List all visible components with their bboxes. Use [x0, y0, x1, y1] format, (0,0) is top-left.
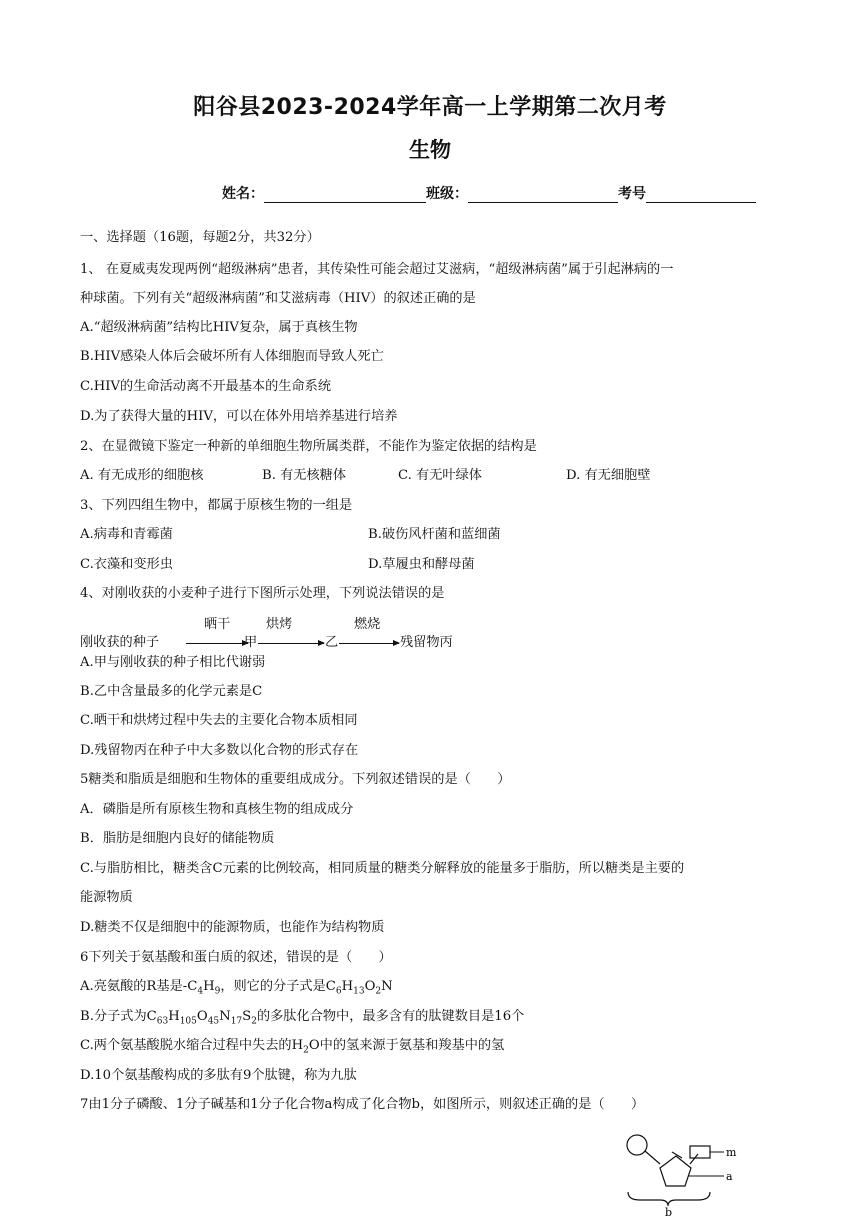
flow-mid2: 乙	[325, 635, 339, 650]
label-b: b	[665, 1206, 673, 1216]
label-m: m	[726, 1146, 737, 1159]
q3-option-a: A.病毒和青霉菌	[80, 527, 173, 542]
flow-arrow-1	[186, 643, 248, 644]
q1-stem-line1: 1、 在夏威夷发现两例“超级淋病”患者，其传染性可能会超过艾滋病，“超级淋病菌”属于引起淋病的一	[80, 262, 674, 277]
q1-option-c: C.HIV的生命活动离不开最基本的生命系统	[80, 379, 332, 394]
q4-option-d: D.残留物丙在种子中大多数以化合物的形式存在	[80, 743, 359, 758]
q6-option-a: A.亮氨酸的R基是$-C_4H_9$，则它的分子式是$C_6H_{13}O_2N$	[80, 979, 393, 997]
q3-option-c: C.衣藻和变形虫	[80, 557, 173, 572]
q2-stem: 2、在显微镜下鉴定一种新的单细胞生物所属类群，不能作为鉴定依据的结构是	[80, 439, 537, 454]
exam-subject: 生物	[409, 138, 451, 162]
q1-option-a: A.“超级淋病菌”结构比HIV复杂，属于真核生物	[80, 320, 358, 335]
flow-step3-label: 燃烧	[354, 617, 381, 632]
name-label: 姓名：	[222, 186, 264, 202]
q3-option-b: B.破伤风杆菌和蓝细菌	[368, 527, 501, 542]
class-blank[interactable]	[468, 184, 618, 203]
flow-step1-label: 晒干	[204, 617, 231, 632]
base-rect	[690, 1146, 710, 1158]
q4-option-b: B.乙中含量最多的化学元素是C	[80, 684, 263, 699]
q2-option-b: B. 有无核糖体	[262, 468, 347, 483]
phosphate-bond	[645, 1151, 660, 1164]
exam-no-label: 考号	[618, 186, 646, 202]
pentose-sugar	[660, 1156, 691, 1186]
exam-no-blank[interactable]	[646, 184, 756, 203]
q2-option-c: C. 有无叶绿体	[398, 468, 482, 483]
student-info-row	[222, 183, 756, 205]
class-label: 班级：	[426, 186, 468, 202]
flow-step2-label: 烘烤	[266, 617, 293, 632]
brace-b	[628, 1192, 710, 1206]
flow-start: 刚收获的种子	[80, 635, 160, 650]
q4-option-a: A.甲与刚收获的种子相比代谢弱	[80, 655, 266, 670]
nucleotide-diagram	[620, 1128, 770, 1216]
section-heading: 一、选择题（16题，每题2分，共32分）	[80, 230, 320, 245]
flow-end: 残留物丙	[400, 635, 453, 650]
q2-option-a: A. 有无成形的细胞核	[80, 468, 204, 483]
q3-stem: 3、下列四组生物中，都属于原核生物的一组是	[80, 498, 353, 513]
name-blank[interactable]	[264, 184, 426, 203]
q5-stem: 5糖类和脂质是细胞和生物体的重要组成成分。下列叙述错误的是（ ）	[80, 772, 511, 787]
q5-option-a: A．磷脂是所有原核生物和真核生物的组成成分	[80, 802, 354, 817]
flow-mid1: 甲	[244, 635, 258, 650]
q1-option-d: D.为了获得大量的HIV，可以在体外用培养基进行培养	[80, 409, 398, 424]
q6-option-b: B.分子式为$C_{63}H_{105}O_{45}N_{17}S_2$的多肽化合物中，最多含有的肽键数目是16个	[80, 1009, 525, 1027]
q7-stem: 7由1分子磷酸、1分子碱基和1分子化合物a构成了化合物b，如图所示，则叙述正确的是（ ）	[80, 1097, 645, 1112]
q6-stem: 6下列关于氨基酸和蛋白质的叙述，错误的是（ ）	[80, 950, 392, 965]
q5-option-b: B．脂肪是细胞内良好的储能物质	[80, 831, 275, 846]
flow-arrow-3	[339, 643, 399, 644]
q1-stem-line2: 种球菌。下列有关“超级淋病菌”和艾滋病毒（HIV）的叙述正确的是	[80, 291, 476, 306]
flow-arrow-2	[258, 643, 324, 644]
base-bond	[690, 1154, 698, 1164]
q5-option-c-line1: C.与脂肪相比，糖类含C元素的比例较高，相同质量的糖类分解释放的能量多于脂肪，所以糖类是主要的	[80, 861, 685, 876]
q4-stem: 4、对刚收获的小麦种子进行下图所示处理，下列说法错误的是	[80, 586, 445, 601]
label-a: a	[726, 1170, 733, 1183]
q6-option-c: C.两个氨基酸脱水缩合过程中失去的$H_2O$中的氢来源于氨基和羧基中的氢	[80, 1038, 505, 1056]
exam-title: 阳谷县2023-2024学年高一上学期第二次月考	[193, 95, 667, 120]
q6-option-d: D.10个氨基酸构成的多肽有9个肽键，称为九肽	[80, 1068, 357, 1083]
q1-option-b: B.HIV感染人体后会破坏所有人体细胞而导致人死亡	[80, 349, 384, 364]
q4-option-c: C.晒干和烘烤过程中失去的主要化合物本质相同	[80, 713, 358, 728]
q5-option-d: D.糖类不仅是细胞中的能源物质，也能作为结构物质	[80, 920, 385, 935]
phosphate-circle	[627, 1135, 647, 1155]
q3-option-d: D.草履虫和酵母菌	[368, 557, 475, 572]
q5-option-c-line2: 能源物质	[80, 890, 133, 905]
q2-option-d: D. 有无细胞壁	[566, 468, 651, 483]
